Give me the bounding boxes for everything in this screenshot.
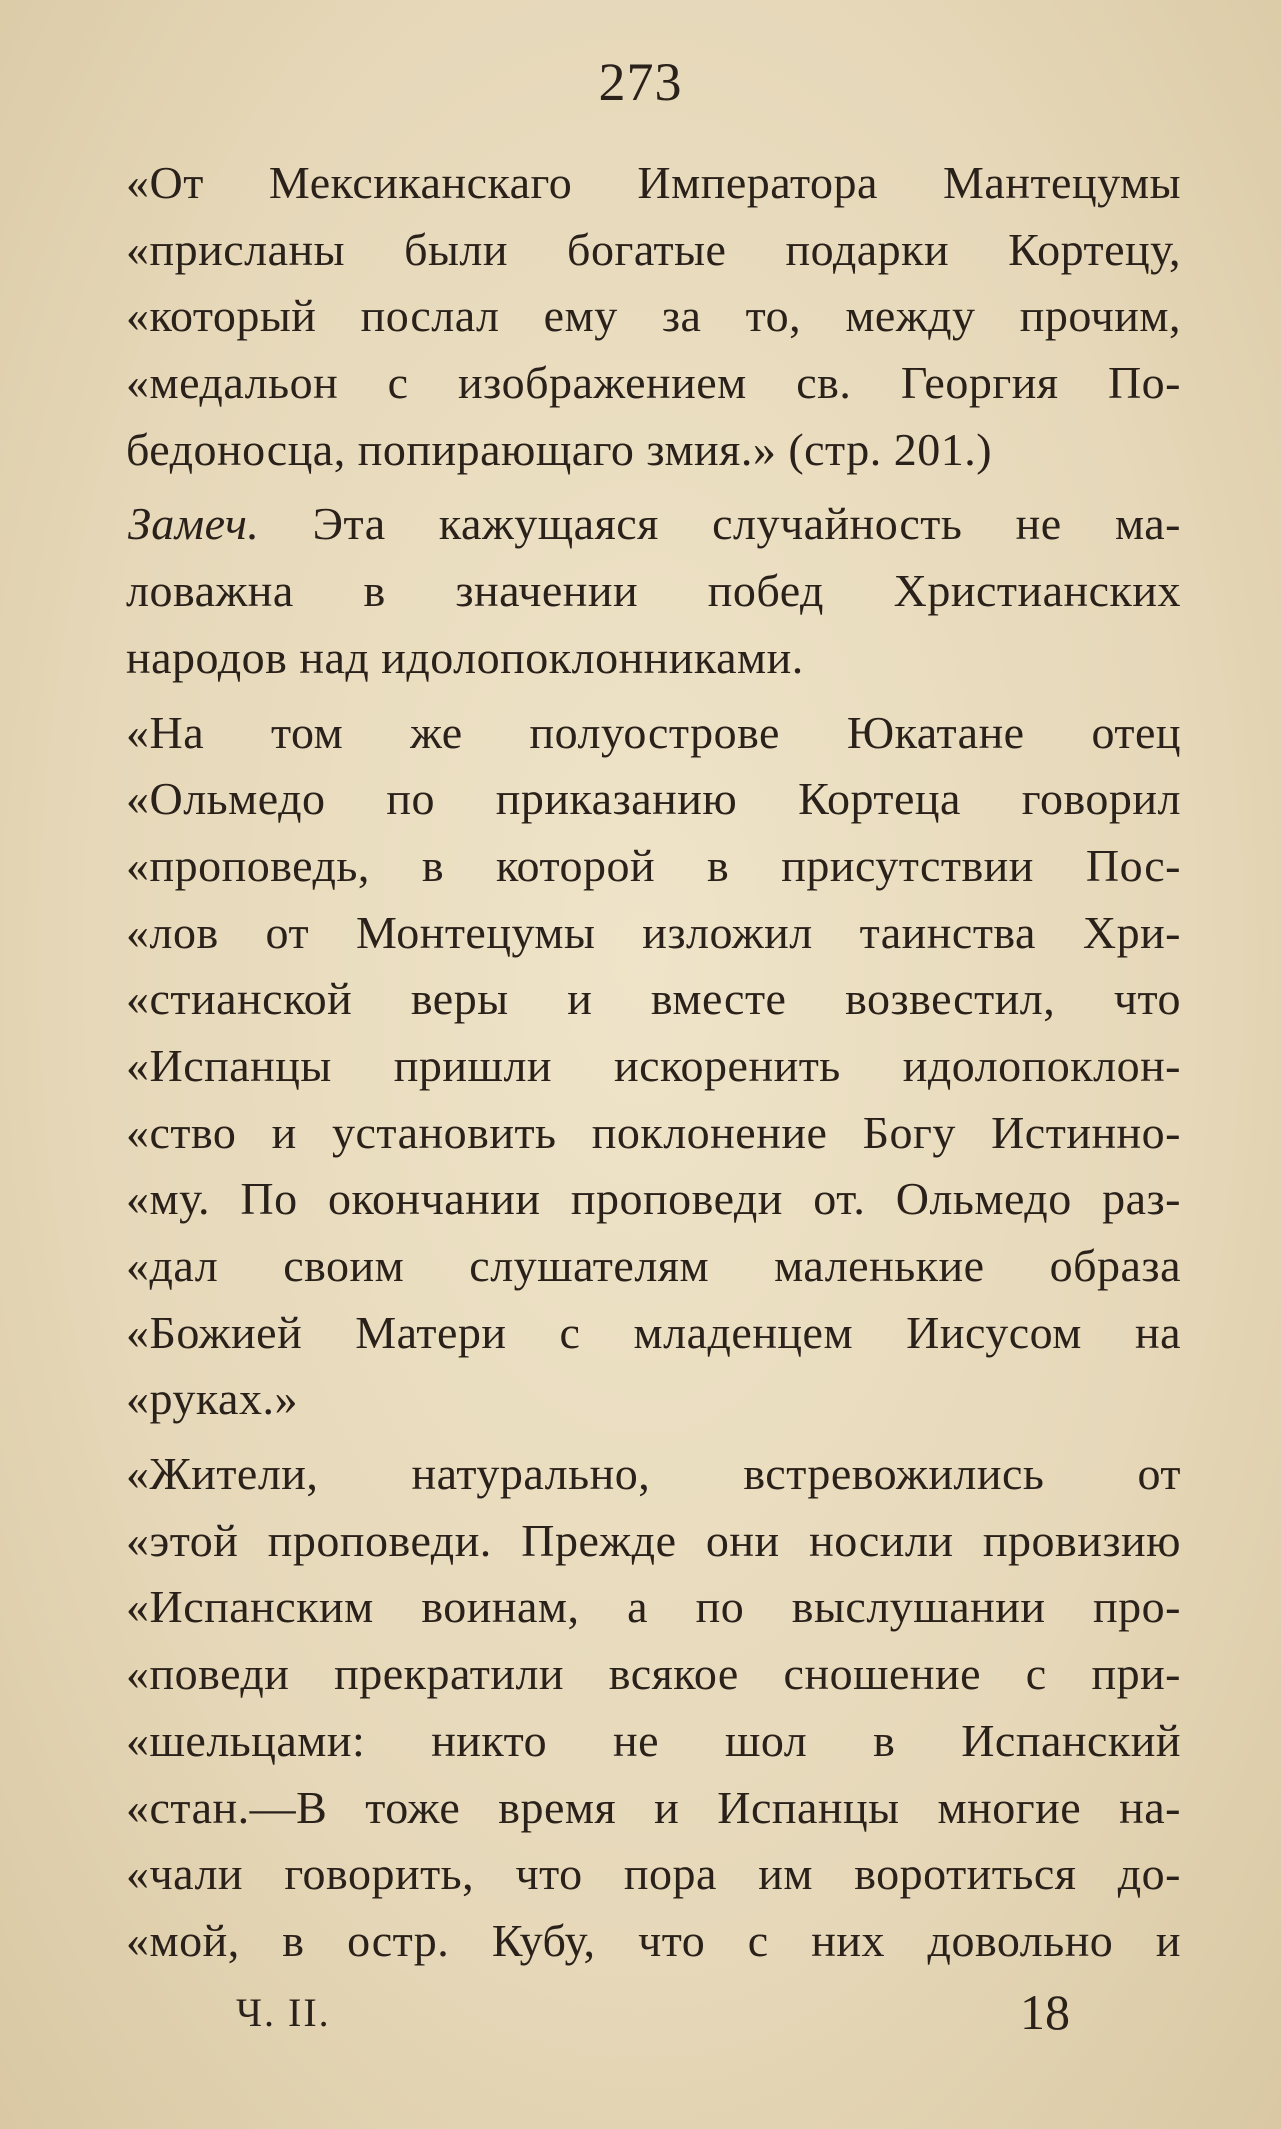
- text-line: «му. По окончании проповеди от. Ольмедо раз-: [126, 1173, 1181, 1225]
- text-line: народов над идолопоклонниками.: [126, 631, 804, 683]
- text-line: «Божией Матери с младенцем Иисусом на: [126, 1306, 1181, 1358]
- text-line: «поведи прекратили всякое сношение с при-: [126, 1648, 1181, 1700]
- text-line-rest: Эта кажущаяся случайность не ма-: [259, 498, 1181, 550]
- page-footer: [0, 1984, 1281, 2044]
- text-line: «шельцами: никто не шол в Испанский: [126, 1714, 1181, 1766]
- text-line: «стан.—В тоже время и Испанцы многие на-: [126, 1781, 1181, 1833]
- body-text: [126, 150, 1181, 1975]
- text-line: «лов от Монтецумы изложил таинства Хри-: [126, 906, 1181, 958]
- text-line: «Испанцы пришли искоренить идолопоклон-: [126, 1039, 1181, 1091]
- paragraph-3: [126, 700, 1181, 1434]
- page-number: 273: [598, 52, 683, 112]
- text-line: «Испанским воинам, а по выслушании про-: [126, 1581, 1181, 1633]
- text-line: «Ольмедо по приказанию Кортеца говорил: [126, 773, 1181, 825]
- signature-mark: Ч. II.: [236, 1990, 331, 2035]
- text-line: «проповедь, в которой в присутствии Пос-: [126, 839, 1181, 891]
- text-line: «Жители, натурально, встревожились от: [126, 1448, 1181, 1500]
- paragraph-4: [126, 1441, 1181, 1975]
- text-line: «этой проповеди. Прежде они носили провизию: [126, 1514, 1181, 1566]
- text-line-with-italic-lead: [126, 491, 1181, 558]
- paragraph-2: [126, 491, 1181, 691]
- text-line: «дал своим слушателям маленькие образа: [126, 1240, 1181, 1291]
- paragraph-1: [126, 150, 1181, 483]
- text-line: «мой, в остр. Кубу, что с них довольно и: [126, 1914, 1181, 1966]
- text-line: «На том же полуострове Юкатане отец: [126, 706, 1181, 758]
- text-line: «руках.»: [126, 1373, 298, 1425]
- text-line: «стианской веры и вместе возвестил, что: [126, 973, 1181, 1025]
- text-line: ловажна в значении побед Христианских: [126, 565, 1181, 617]
- text-line: «который послал ему за то, между прочим,: [126, 290, 1181, 342]
- text-line: «От Мексиканскаго Императора Мантецумы: [126, 157, 1181, 208]
- text-line: «ство и установить поклонение Богу Истинно-: [126, 1106, 1181, 1158]
- text-line: «медальон с изображением св. Георгия По-: [126, 357, 1181, 409]
- italic-lead: Замеч.: [128, 498, 260, 550]
- sheet-number: 18: [1020, 1984, 1070, 2040]
- text-line: «присланы были богатые подарки Кортецу,: [126, 223, 1181, 275]
- text-line: бедоносца, попирающаго змия.» (стр. 201.): [126, 423, 993, 475]
- text-line: «чали говорить, что пора им воротиться до-: [126, 1848, 1181, 1900]
